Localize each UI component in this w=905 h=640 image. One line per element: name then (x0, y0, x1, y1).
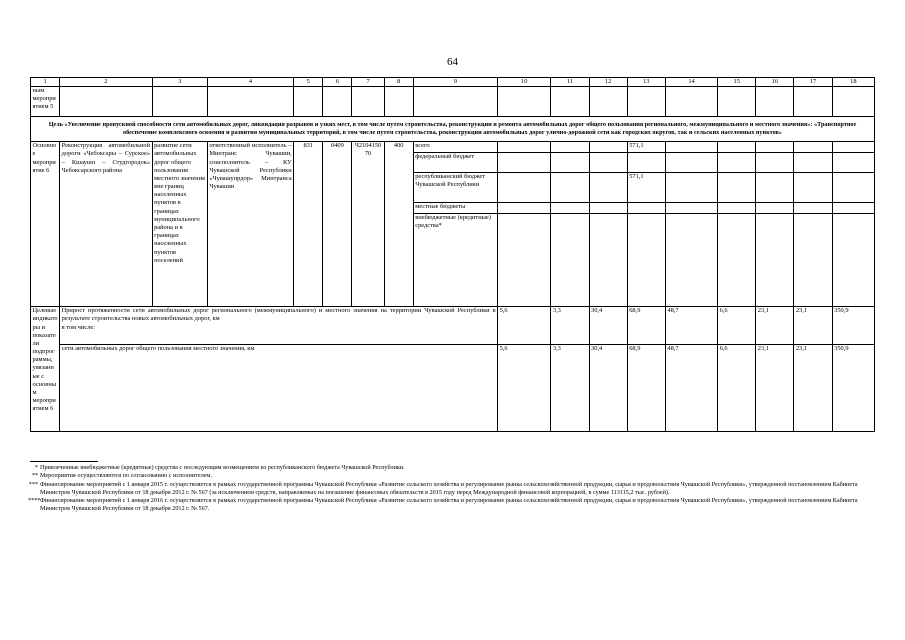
funding-value-2018 (627, 214, 665, 307)
funding-value-2018 (627, 153, 665, 173)
indicator-value: 23,1 (756, 345, 794, 432)
column-number-row (31, 78, 875, 87)
indicator-text-2: сети автомобильных дорог общего пользования местного значения, км (60, 345, 498, 432)
footnote (28, 481, 878, 498)
col-num-4: 4 (207, 78, 293, 87)
indicator-value: 30,4 (589, 345, 627, 432)
footnote-separator (30, 461, 98, 462)
col-num-13: 13 (627, 78, 665, 87)
funding-value-2018 (627, 203, 665, 214)
page-number: 64 (447, 56, 458, 68)
footnote (28, 497, 878, 514)
footnote-text: Финансирование мероприятий с 1 января 2016 г. осуществляется в рамках государственной программы Чувашской Республики «Развитие сельского хозяйства и регулирование рынка сельскохозяйственной продукции, сырья и продовольствия Чувашской Республики», утвержденной постановлением Кабинета Министров Чувашской Республики от 18 декабря 2012 г. № 567. (40, 497, 858, 513)
col-num-6: 6 (323, 78, 352, 87)
funding-source: федеральный бюджет (413, 153, 497, 173)
col-num-12: 12 (589, 78, 627, 87)
indicator-value: 30,4 (589, 307, 627, 345)
footnote (28, 464, 878, 472)
indicator-text-1-tail: в том числе: (61, 323, 95, 331)
event-responsible: ответственный исполнитель – Минтранс Чувашии, соисполнитель – КУ Чувашской Республики «Чувашупрдор» Минтранса Чувашии (207, 142, 293, 307)
event-csr: Ч210415070 (352, 142, 384, 307)
event-vr: 400 (384, 142, 413, 307)
indicator-value: 68,9 (627, 307, 665, 345)
goal-text: Цель «Увеличение пропускной способности сети автомобильных дорог, ликвидация разрывов и узких мест, в том числе путем строительства, реконструкции и ремонта автомобильных дорог общего пользования регионального, межмуниципального и местного значения»: «Транспортное обеспечение комплексного освоения и развития муниципальных территорий, в том числе путем строительства, реконструкции автомобильных дорог улично-дорожной сети как городских округов, так и сельских населенных пунктов» (31, 117, 875, 142)
funding-source: республиканский бюджет Чувашской Республики (413, 173, 497, 203)
indicator-value: 350,9 (832, 345, 874, 432)
col-num-5: 5 (294, 78, 323, 87)
indicator-value: 23,1 (756, 307, 794, 345)
col-num-15: 15 (718, 78, 756, 87)
indicator-value: 5,6 (498, 345, 551, 432)
funding-value-2018: 571,1 (627, 173, 665, 203)
footnote (28, 472, 878, 480)
col-num-7: 7 (352, 78, 384, 87)
indicator-value: 23,1 (794, 307, 832, 345)
footnote-text: Мероприятия осуществляются по согласованию с исполнителем. (40, 472, 212, 480)
footnote-mark: ** (31, 472, 38, 480)
funding-source: всего (413, 142, 497, 153)
indicator-text-1-main: Прирост протяженности сети автомобильных дорог регионального (межмуниципального) и местного значения на территории Чувашской Республики в результате строительства новых автомобильных дорог, км (61, 307, 496, 323)
footnotes (28, 464, 878, 514)
footnote-text: Финансирование мероприятий с 1 января 2015 г. осуществляется в рамках государственной программы Чувашской Республики «Развитие сельского хозяйства и регулирование рынка сельскохозяйственной продукции, сырья и продовольствия Чувашской Республики», утвержденной постановлением Кабинета Министров Чувашской Республики от 18 декабря 2012 г. № 567 (за исключением средств, направляемых на погашение финансовых обязательств в 2015 году перед Международной финансовой корпорацией, в сумме 113115,2 тыс. рублей). (40, 480, 858, 496)
indicator-value: 350,9 (832, 307, 874, 345)
indicator-value: 68,9 (627, 345, 665, 432)
col-num-11: 11 (551, 78, 589, 87)
indicator-value: 3,3 (551, 345, 589, 432)
event-name: Реконструкция автомобильной дороги «Чебоксары – Сурское» – Кшаушп – Студгородок» Чебоксарского района (60, 142, 152, 307)
col-num-18: 18 (832, 78, 874, 87)
indicator-row-1 (31, 307, 875, 345)
indicator-value: 6,6 (718, 345, 756, 432)
indicator-row-2 (31, 345, 875, 432)
indicator-value: 6,6 (718, 307, 756, 345)
indicator-value: 3,3 (551, 307, 589, 345)
continuation-label: ным мероприятием 5 (31, 87, 60, 117)
indicator-value: 48,7 (665, 307, 717, 345)
footnote-mark: * (34, 464, 38, 471)
col-num-17: 17 (794, 78, 832, 87)
funding-value-2018: 571,1 (627, 142, 665, 153)
indicators-label: Целевые индикаторы и показатели подпрограммы, увязанные с основным мероприятием 6 (31, 307, 60, 432)
goal-row (31, 117, 875, 142)
footnote-text: Привлеченные внебюджетные (кредитные) средства с последующим возмещением из республиканского бюджета Чувашской Республики. (40, 464, 405, 471)
program-table (30, 77, 875, 432)
funding-source: внебюджетные (кредитные) средства* (413, 214, 497, 307)
indicator-value: 5,6 (498, 307, 551, 345)
continuation-row (31, 87, 875, 117)
footnote-mark: *** (28, 480, 38, 488)
event-grbs: 831 (294, 142, 323, 307)
col-num-9: 9 (413, 78, 497, 87)
funding-source: местные бюджеты (413, 203, 497, 214)
event-type: Основное мероприятие 6 (31, 142, 60, 307)
event-rzpr: 0409 (323, 142, 352, 307)
col-num-2: 2 (60, 78, 152, 87)
col-num-8: 8 (384, 78, 413, 87)
indicator-text-1 (60, 307, 498, 345)
col-num-1: 1 (31, 78, 60, 87)
col-num-3: 3 (152, 78, 207, 87)
col-num-16: 16 (756, 78, 794, 87)
funding-row-total (31, 142, 875, 153)
col-num-10: 10 (498, 78, 551, 87)
event-purpose: развитие сети автомобильных дорог общего пользования местного значения вне границ населенных пунктов в границах муниципального района и в границах населенных пунктов поселений (152, 142, 207, 307)
col-num-14: 14 (665, 78, 717, 87)
indicator-value: 23,1 (794, 345, 832, 432)
indicator-value: 48,7 (665, 345, 717, 432)
footnote-mark: **** (28, 497, 41, 504)
